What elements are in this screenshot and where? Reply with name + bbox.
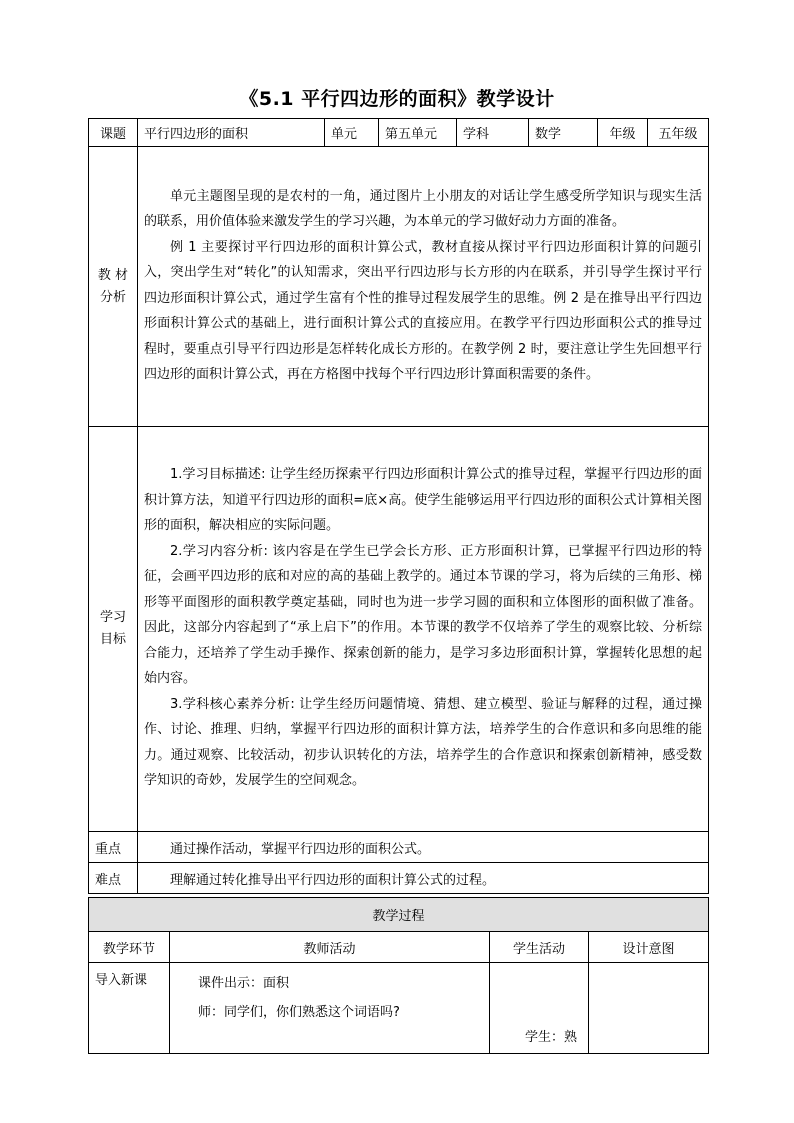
teacher-activity-cell [170, 963, 490, 1054]
unit-value: 第五单元 [379, 119, 457, 147]
process-section-title: 教学过程 [89, 898, 709, 932]
analysis-content [138, 147, 709, 427]
topic-value: 平行四边形的面积 [138, 119, 325, 147]
difficulty-label: 难点 [89, 863, 138, 894]
objective-paragraph: 2.学习内容分析: 该内容是在学生已学会长方形、正方形面积计算，已掌握平行四边形的特征，会画平四边形的底和对应的高的基础上教学的。通过本节课的学习，将为后续的三角形、梯形等平面图形的面积教学奠定基础，同时也为进一步学习圆的面积和立体图形的面积做了准备。因此，这部分内容起到了“承上启下”的作用。本节课的教学不仅培养了学生的观察比较、分析综合能力，还培养了学生动手操作、探索创新的能力，是学习多边形面积计算，掌握转化思想的起始内容。 [144, 543, 702, 687]
student-activity-cell: 学生：熟 [490, 963, 589, 1054]
teaching-process-table [88, 897, 709, 1054]
process-stage: 导入新课 [89, 963, 170, 1054]
objectives-row [89, 427, 709, 832]
objectives-label-line1: 学习 [99, 610, 126, 625]
unit-label: 单元 [325, 119, 379, 147]
objective-paragraph: 3.学科核心素养分析: 让学生经历问题情境、猜想、建立模型、验证与解释的过程，通过操作、讨论、推理、归纳，掌握平行四边形的面积计算方法，培养学生的合作意识和多向思维的能力。通过观察、比较活动，初步认识转化的方法，培养学生的合作意识和探索创新精神，感受数学知识的奇妙，发展学生的空间观念。 [144, 696, 702, 789]
lesson-info-table [88, 118, 709, 894]
analysis-row [89, 147, 709, 427]
subject-label: 学科 [457, 119, 529, 147]
process-title-row [89, 898, 709, 932]
difficulty-text: 理解通过转化推导出平行四边形的面积计算公式的过程。 [138, 863, 709, 894]
document-title: 《5.1 平行四边形的面积》教学设计 [239, 88, 555, 110]
objective-paragraph: 1.学习目标描述: 让学生经历探索平行四边形面积计算公式的推导过程，掌握平行四边形的面积计算方法，知道平行四边形的面积=底×高。使学生能够运用平行四边形的面积公式计算相关图形的面积，解决相应的实际问题。 [144, 467, 702, 534]
objectives-content [138, 427, 709, 832]
grade-label: 年级 [598, 119, 648, 147]
design-intent-cell [589, 963, 709, 1054]
header-design-intent: 设计意图 [589, 932, 709, 963]
analysis-paragraph: 例 1 主要探讨平行四边形的面积计算公式，教材直接从探讨平行四边形面积计算的问题引入，突出学生对“转化”的认知需求，突出平行四边形与长方形的内在联系，并引导学生探讨平行四边形面积计算公式，通过学生富有个性的推导过程发展学生的思维。例 2 是在推导出平行四边形面积计算公式的基础上，进行面积计算公式的直接应用。在教学平行四边形面积公式的推导过程时，要重点引导平行四边形是怎样转化成长方形的。在教学例 2 时，要注意让学生先回想平行四边形的面积计算公式，再在方格图中找每个平行四边形计算面积需要的条件。 [144, 239, 702, 382]
process-row [89, 963, 709, 1054]
difficulty-row [89, 863, 709, 894]
header-teacher-activity: 教师活动 [170, 932, 490, 963]
analysis-label-line1: 教 材 [97, 267, 129, 283]
info-row [89, 119, 709, 147]
header-student-activity: 学生活动 [490, 932, 589, 963]
header-stage: 教学环节 [89, 932, 170, 963]
subject-value: 数学 [529, 119, 598, 147]
analysis-label [89, 147, 138, 427]
process-header-row [89, 932, 709, 963]
key-point-row [89, 832, 709, 863]
objectives-label [89, 427, 138, 832]
key-point-label: 重点 [89, 832, 138, 863]
teacher-activity-line: 课件出示：面积 [198, 976, 290, 991]
analysis-paragraph: 单元主题图呈现的是农村的一角，通过图片上小朋友的对话让学生感受所学知识与现实生活的联系，用价值体验来激发学生的学习兴趣，为本单元的学习做好动力方面的准备。 [144, 188, 702, 229]
topic-label: 课题 [89, 119, 138, 147]
teacher-activity-line: 师：同学们，你们熟悉这个词语吗? [198, 1005, 400, 1020]
grade-value: 五年级 [648, 119, 709, 147]
key-point-text: 通过操作活动，掌握平行四边形的面积公式。 [138, 832, 709, 863]
analysis-label-line2: 分析 [99, 289, 126, 305]
objectives-label-line2: 目标 [99, 632, 126, 647]
